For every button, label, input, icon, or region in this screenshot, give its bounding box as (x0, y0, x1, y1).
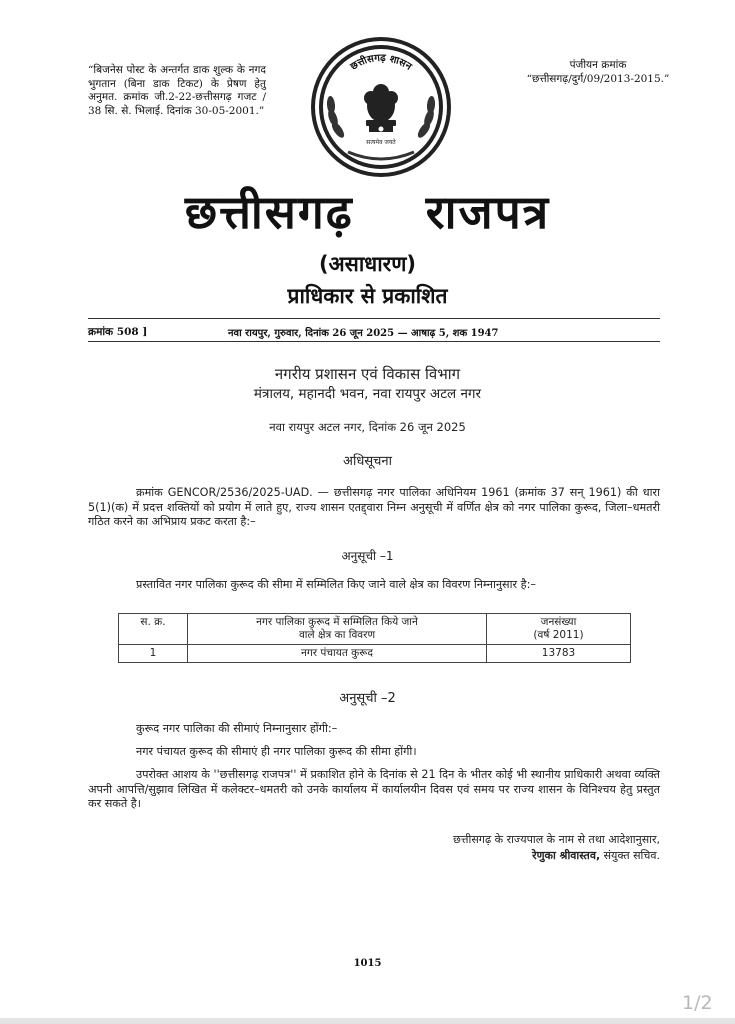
department-name: नगरीय प्रशासन एवं विकास विभाग (274, 365, 461, 383)
table-header-row (119, 614, 631, 645)
notification-body: क्रमांक GENCOR/2536/2025-UAD. — छत्तीसगढ़ नगर पालिका अधिनियम 1961 (क्रमांक 37 सन् 1961) की धारा 5(1)(क) में प्रदत्त शक्तियों को प्रयोग में लाते हुए, राज्य शासन एतद्द्वारा निम्न अनुसूची में वर्णित क्षेत्र को नगर पालिका कुरूद, जिला–धमतरी गठित करने का अभिप्राय प्रकट करता है:– (88, 486, 660, 528)
registration-number: “छत्तीसगढ़/दुर्ग/09/2013-2015.” (526, 73, 670, 85)
viewer-bottom-strip (0, 1018, 735, 1024)
masthead-title-left: छत्तीसगढ़ (184, 185, 354, 239)
signatory-name: रेणुका श्रीवास्तव, (532, 849, 601, 862)
top-rule (88, 318, 660, 319)
page-number: 1015 (353, 958, 382, 969)
edition-label: (असाधारण) (319, 252, 416, 276)
registration-label: पंजीयन क्रमांक (569, 59, 627, 71)
schedule-2-line-1: कुरूद नगर पालिका की सीमाएं निम्नानुसार होंगी:– (136, 722, 338, 735)
masthead-title-right: राजपत्र (425, 185, 551, 239)
registration-block (498, 58, 698, 86)
schedule-2-title: अनुसूची –2 (339, 691, 396, 706)
gazette-masthead (0, 180, 735, 242)
header-area: नगर पालिका कुरूद में सम्मिलित किये जाने वाले क्षेत्र का विवरण (188, 614, 487, 645)
state-emblem-logo (308, 34, 454, 180)
viewer-page-indicator: 1/2 (682, 992, 713, 1014)
signoff-signature (383, 848, 660, 864)
emblem-arc-text: छत्तीसगढ़ शासन (348, 52, 414, 73)
schedule-2-line-2: नगर पंचायत कुरूद की सीमाएं ही नगर पालिका कुरूद की सीमा होंगी। (136, 745, 417, 758)
authority-label: प्राधिकार से प्रकाशित (287, 284, 448, 308)
cell-serial: 1 (119, 645, 188, 663)
bottom-rule (88, 341, 660, 342)
issue-date-line: नवा रायपुर, गुरुवार, दिनांक 26 जून 2025 — आषाढ़ 5, शक 1947 (228, 328, 499, 339)
table-row (119, 645, 631, 663)
schedule-1-title: अनुसूची –1 (341, 549, 394, 563)
schedule-1-intro: प्रस्तावित नगर पालिका कुरूद की सीमा में सम्मिलित किए जाने वाले क्षेत्र का विवरण निम्नानुसार है:– (136, 578, 536, 591)
issue-number: क्रमांक 508 ] (88, 326, 148, 338)
signoff-authority: छत्तीसगढ़ के राज्यपाल के नाम से तथा आदेशानुसार, (453, 833, 660, 846)
cell-population: 13783 (487, 645, 631, 663)
header-population: जनसंख्या (वर्ष 2011) (487, 614, 631, 645)
department-address: मंत्रालय, महानदी भवन, नवा रायपुर अटल नगर (253, 386, 482, 402)
signatory-designation: संयुक्त सचिव. (603, 849, 660, 862)
signoff-block (383, 832, 660, 864)
postal-permit-note: “बिजनेस पोस्ट के अन्तर्गत डाक शुल्क के नगद भुगतान (बिना डाक टिकट) के प्रेषण हेतु अनुमत. क्रमांक जी.2-22-छत्तीसगढ़ गजट / 38 सि. से. भिलाई. दिनांक 30-05-2001.” (88, 64, 266, 117)
notification-dateline: नवा रायपुर अटल नगर, दिनांक 26 जून 2025 (269, 420, 466, 434)
schedule-table (118, 613, 631, 663)
header-serial: स. क्र. (119, 614, 188, 645)
notification-title: अधिसूचना (343, 454, 392, 469)
emblem-motto: सत्यमेव जयते (366, 139, 396, 146)
objection-paragraph: उपरोक्त आशय के ''छत्तीसगढ़ राजपत्र'' में प्रकाशित होने के दिनांक से 21 दिन के भीतर कोई भी स्थानीय प्राधिकारी अथवा व्यक्ति अपनी आपत्ति/सुझाव लिखित में कलेक्टर–धमतरी को उनके कार्यालय में कार्यालयीन दिवस एवं समय पर राज्य शासन के विनिश्चय हेतु प्रस्तुत कर सकते है। (88, 768, 660, 810)
cell-area: नगर पंचायत कुरूद (188, 645, 487, 663)
